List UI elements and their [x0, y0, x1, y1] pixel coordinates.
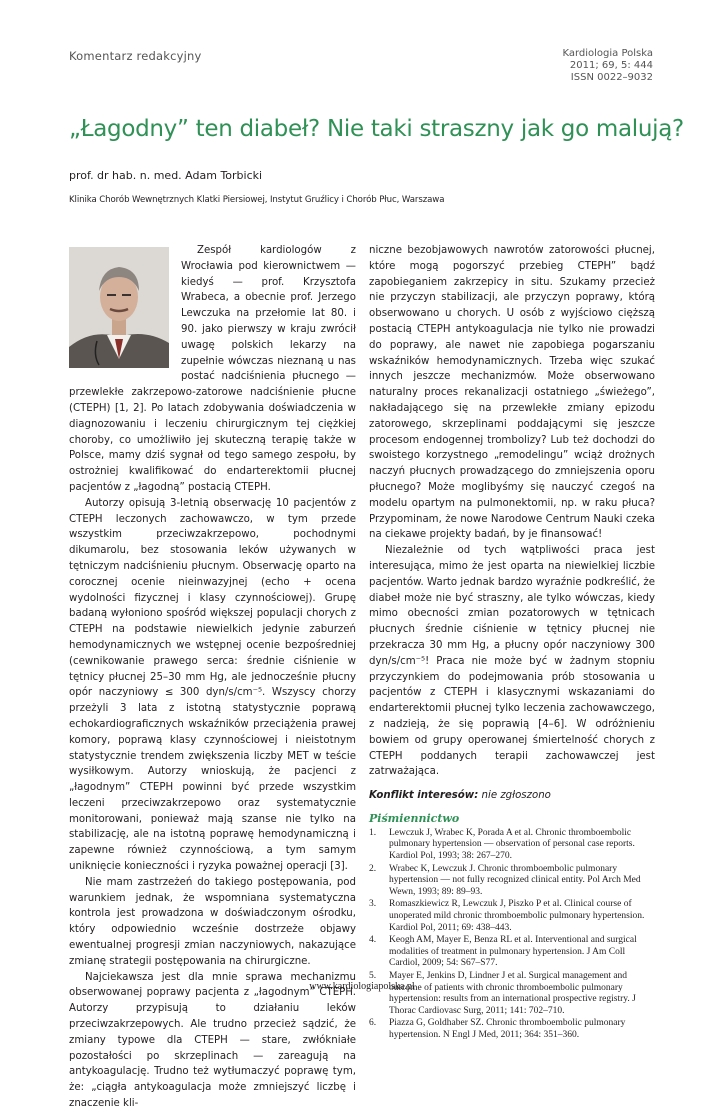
references-heading: Piśmiennictwo	[369, 811, 460, 825]
reference-item	[369, 935, 655, 970]
paragraph: Niezależnie od tych wątpliwości praca jest interesująca, mimo że jest oparta na niewielkiej liczbie pacjentów. Warto jednak bardzo wyraźnie podkreślić, że diabeł może nie być straszny, ale tylko wówczas, kiedy mimo obecności zmian pozatorowych w tętnicach płucnych średnie ciśnienie w tętnicy płucnej nie przekracza 30 mm Hg, a płucny opór naczyniowy 300 dyn/s/cm⁻⁵! Praca nie może być w żadnym stopniu przyczynkiem do podejmowania prób stosowania u pacjentów z CTEPH i klasycznymi wskazaniami do endarterektomii płucnej tylko leczenia zachowawczego, z nadzieją, że się poprawią [4–6]. W odróżnieniu bowiem od grupy operowanej śmiertelność chorych z CTEPH poddanych terapii zachowawczej jest zatrważająca.	[369, 545, 655, 778]
journal-issn: ISSN 0022–9032	[570, 72, 653, 83]
paragraph: Najciekawsza jest dla mnie sprawa mechanizmu obserwowanej poprawy pacjenta z „łagodnym” CTEPH. Autorzy przypisują to działaniu leków przeciwzakrzepowych. Ale trudno przecież sądzić, że zmiany typowe dla CTEPH — stare, zwłókniałe pozostałości po skrzeplinach — zareagują na antykoagulację. Trudno też wytłumaczyć poprawę tym, że: „ciągła antykoagulacja może zmniejszyć liczbę i znaczenie kli-	[69, 971, 356, 1110]
paragraph: Nie mam zastrzeżeń do takiego postępowania, pod warunkiem jednak, że wspomniana systematyczna kontrola jest prowadzona w doświadczonym ośrodku, który odpowiednio wcześnie dostrzeże objawy ewentualnej progresji zmian naczyniowych, nakazujące zmianę strategii postępowania na chirurgiczne.	[69, 876, 356, 967]
reference-text: Mayer E, Jenkins D, Lindner J et al. Surgical management and outcome of patients with chronic thromboembolic pulmonary hypertension: results from an international prospective registry. J Thorac Cardiovasc Surg, 2011; 141: 702–710.	[389, 971, 636, 1016]
reference-number: 5.	[369, 971, 377, 982]
reference-item	[369, 899, 655, 934]
article-title: „Łagodny” ten diabeł? Nie taki straszny jak go malują?	[69, 116, 684, 142]
references-list	[369, 828, 655, 1042]
journal-info	[562, 48, 653, 84]
reference-item	[369, 971, 655, 1017]
paragraph: niczne bezobjawowych nawrotów zatorowości płucnej, które mogą pogorszyć przebieg CTEPH” bądź zapobieganiem zakrzepicy in situ. Szukamy przecież nie przyczyn stabilizacji, ale przyczyn poprawy, którą obserwowano u chorych. U osób z wyjściowo cięższą postacią CTEPH antykoagulacja nie tylko nie prowadzi do poprawy, ale nawet nie zapobiega pogarszaniu wskaźników hemodynamicznych. Trzeba więc szukać innych jeszcze mechanizmów. Może obserwowano naturalny proces rekanalizacji ostatniego „świeżego”, nakładającego się na przewlekłe zmiany epizodu zatorowego, skrzeplinami poddającymi się jeszcze procesom endogennej trombolizy? Lub też dochodzi do swoistego korzystnego „remodelingu” wciąż drożnych naczyń płucnych prowadzącego do zmniejszenia oporu płucnego? Może moglibyśmy się nauczyć czegoś na modelu opartym na pulmonektomii, np. w raku płuca? Przypominam, że nowe Narodowe Centrum Nauki czeka na ciekawe projekty badań, by je finansować!	[369, 245, 655, 541]
author-photo	[69, 247, 169, 368]
conflict-label: Konflikt interesów:	[369, 790, 479, 802]
reference-item	[369, 828, 655, 863]
author-affiliation: Klinika Chorób Wewnętrznych Klatki Piersiowej, Instytut Gruźlicy i Chorób Płuc, Warszawa	[69, 195, 445, 205]
reference-item	[369, 1018, 655, 1041]
reference-text: Wrabec K, Lewczuk J. Chronic thromboembolic pulmonary hypertension — not fully recognized clinical entity. Pol Arch Med Wewn, 1993; 89: 89–93.	[389, 863, 641, 897]
body-column-right	[369, 243, 655, 1043]
article-author: prof. dr hab. n. med. Adam Torbicki	[69, 169, 263, 182]
section-label: Komentarz redakcyjny	[69, 49, 202, 63]
reference-number: 4.	[369, 935, 377, 946]
journal-name: Kardiologia Polska	[562, 48, 653, 59]
reference-number: 1.	[369, 827, 377, 838]
reference-text: Piazza G, Goldhaber SZ. Chronic thromboembolic pulmonary hypertension. N Engl J Med, 2011; 364: 351–360.	[389, 1018, 626, 1040]
reference-text: Romaszkiewicz R, Lewczuk J, Piszko P et al. Clinical course of unoperated mild chronic thromboembolic pulmonary hypertension. Kardiol Pol, 2011; 69: 438–443.	[389, 899, 645, 933]
reference-number: 3.	[369, 899, 377, 910]
conflict-of-interest	[369, 788, 655, 804]
paragraph: Zespół kardiologów z Wrocławia pod kierownictwem — kiedyś — prof. Krzysztofa Wrabeca, a obecnie prof. Jerzego Lewczuka na przełomie lat 80. i 90. jako pierwszy w kraju zwrócił uwagę polskich lekarzy na zupełnie wówczas nieznaną u nas postać nadciśnienia płucnego — przewlekłe zakrzepowo-zatorowe nadciśnienie płucne (CTEPH) [1, 2]. Po latach zdobywania doświadczenia w diagnozowaniu i leczeniu chirurgicznym tej ciężkiej choroby, co umożliwiło jej skuteczną terapię także w Polsce, mamy dziś sygnał od tego samego zespołu, by ostrożniej kwalifikować do endarterektomii płucnej pacjentów z „łagodną” postacią CTEPH.	[69, 245, 356, 493]
author-portrait-image	[69, 247, 169, 368]
paragraph: Autorzy opisują 3-letnią obserwację 10 pacjentów z CTEPH leczonych zachowawczo, w tym przede wszystkim przeciwzakrzepowo, pochodnymi dikumarolu, bez stosowania leków używanych w tętniczym nadciśnieniu płucnym. Obserwację oparto na corocznej ocenie nieinwazyjnej (echo + ocena wydolności fizycznej i klasy czynnościowej). Grupę badaną wyłoniono spośród większej populacji chorych z CTEPH na podstawie niewielkich jedynie zaburzeń hemodynamicznych we wstępnej ocenie bezpośredniej (cewnikowanie prawego serca: średnie ciśnienie w tętnicy płucnej 25–30 mm Hg, ale jednocześnie płucny opór naczyniowy ≤ 300 dyn/s/cm⁻⁵. Wszyscy chorzy przeżyli 3 lata z istotną statystycznie poprawą echokardiograficznych wskaźników przeciążenia prawej komory, poprawą klasy czynnościowej i nieistotnym statystycznie trendem zwiększenia liczby MET w teście wysiłkowym. Autorzy wnioskują, że pacjenci z „łagodnym” CTEPH powinni być przede wszystkim leczeni przeciwzakrzepowo oraz systematycznie monitorowani, ponieważ mają szanse nie tylko na stabilizację, ale na istotną poprawę hemodynamiczną i zapewne również czynnościową, a tym samym uniknięcie konieczności i ryzyka poważnej operacji [3].	[69, 497, 356, 873]
reference-number: 6.	[369, 1018, 377, 1029]
reference-text: Lewczuk J, Wrabec K, Porada A et al. Chronic thromboembolic pulmonary hypertension — observation of personal case reports. Kardiol Pol, 1993; 38: 267–270.	[389, 827, 635, 862]
reference-number: 2.	[369, 863, 377, 874]
reference-text: Keogh AM, Mayer E, Benza RL et al. Interventional and surgical modalities of treatment in pulmonary hypertension. J Am Coll Cardiol, 2009; 54: S67–S77.	[389, 935, 637, 969]
reference-item	[369, 864, 655, 899]
footer-url: www.kardiologiapolska.pl	[309, 981, 415, 992]
journal-volume: 2011; 69, 5: 444	[569, 60, 653, 71]
conflict-value: nie zgłoszono	[481, 790, 551, 802]
